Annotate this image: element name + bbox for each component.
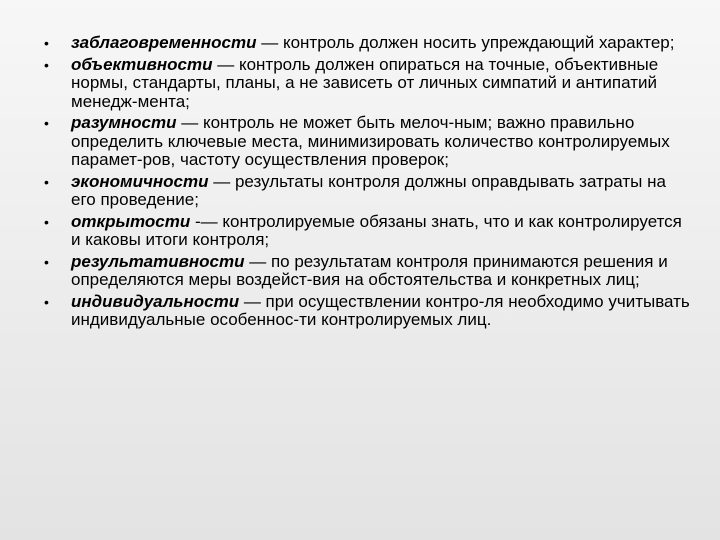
list-item-objectivity: [44, 56, 694, 112]
list-item-effectiveness: [44, 253, 694, 290]
list-item-foresight: [44, 34, 694, 53]
principle-term: результативности: [71, 251, 245, 271]
bullet-icon: •: [44, 173, 49, 190]
list-item-reasonableness: [44, 114, 694, 170]
principle-description: — по результатам контроля принимаются решения и определяются меры воздейст-вия на обстоятельства и конкретных лиц;: [71, 251, 668, 289]
principle-description: — контроль должен опираться на точные, объективные нормы, стандарты, планы, а не зависеть от личных симпатий и антипатий менедж-мента;: [71, 54, 659, 111]
bullet-icon: •: [44, 115, 49, 131]
principle-term: разумности: [71, 113, 177, 132]
principle-term: открытости: [71, 211, 191, 231]
bullet-icon: •: [44, 253, 49, 270]
principle-term: экономичности: [71, 171, 209, 191]
principle-description: — при осуществлении контро-ля необходимо учитывать индивидуальные особеннос-ти контролируемых лиц.: [71, 291, 690, 329]
principle-description: — контроль должен носить упреждающий характер;: [256, 33, 675, 52]
bullet-icon: •: [44, 293, 49, 310]
principle-term: объективности: [71, 54, 213, 74]
bullet-icon: •: [44, 213, 49, 230]
principle-description: — результаты контроля должны оправдывать затраты на его проведение;: [71, 171, 666, 209]
principles-list: [44, 34, 694, 333]
bullet-icon: •: [44, 56, 49, 73]
principle-term: индивидуальности: [71, 291, 240, 311]
list-item-openness: [44, 213, 694, 250]
list-item-individuality: [44, 293, 694, 330]
list-item-economy: [44, 173, 694, 210]
principle-description: — контроль не может быть мелоч-ным; важно правильно определить ключевые места, минимизировать количество контролируемых парамет-ров, частоту осуществления проверок;: [71, 113, 670, 169]
bullet-icon: •: [44, 35, 49, 51]
principle-description: -— контролируемые обязаны знать, что и как контролируется и каковы итоги контроля;: [71, 211, 682, 249]
principle-term: заблаговременности: [71, 33, 257, 52]
